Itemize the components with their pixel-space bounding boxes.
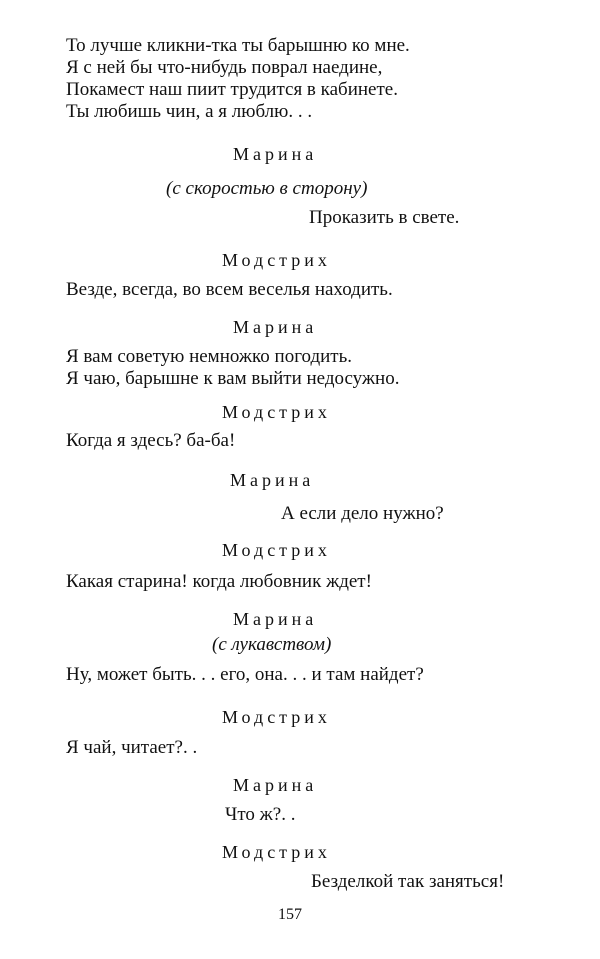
speaker-name: Марина [230,470,315,490]
verse-line: Я чаю, барышне к вам выйти недосужно. [66,368,400,389]
verse-line: Везде, всегда, во всем веселья находить. [66,279,393,300]
stage-direction: (с скоростью в сторону) [166,178,368,199]
verse-line: Что ж?. . [225,804,296,825]
verse-line: Какая старина! когда любовник ждет! [66,571,372,592]
verse-line: Проказить в свете. [309,207,460,228]
verse-line: Безделкой так заняться! [311,871,505,892]
verse-line: Когда я здесь? ба-ба! [66,430,236,451]
verse-line: Ты любишь чин, а я люблю. . . [66,101,313,122]
speaker-name: Марина [233,775,318,795]
verse-line: Я чай, читает?. . [66,737,198,758]
speaker-name: Модстрих [222,402,331,422]
speaker-name: Модстрих [222,842,331,862]
page-number: 157 [278,906,302,923]
speaker-name: Модстрих [222,707,331,727]
speaker-name: Модстрих [222,250,331,270]
verse-line: То лучше кликни-тка ты барышню ко мне. [66,35,410,56]
stage-direction: (с лукавством) [212,634,332,655]
speaker-name: Марина [233,144,318,164]
verse-line: Я с ней бы что-нибудь поврал наедине, [66,57,383,78]
speaker-name: Модстрих [222,540,331,560]
speaker-name: Марина [233,609,318,629]
speaker-name: Марина [233,317,318,337]
verse-line: Ну, может быть. . . его, она. . . и там найдет? [66,664,424,685]
verse-line: А если дело нужно? [281,503,444,524]
verse-line: Я вам советую немножко погодить. [66,346,353,367]
verse-line: Покамест наш пиит трудится в кабинете. [66,79,398,100]
